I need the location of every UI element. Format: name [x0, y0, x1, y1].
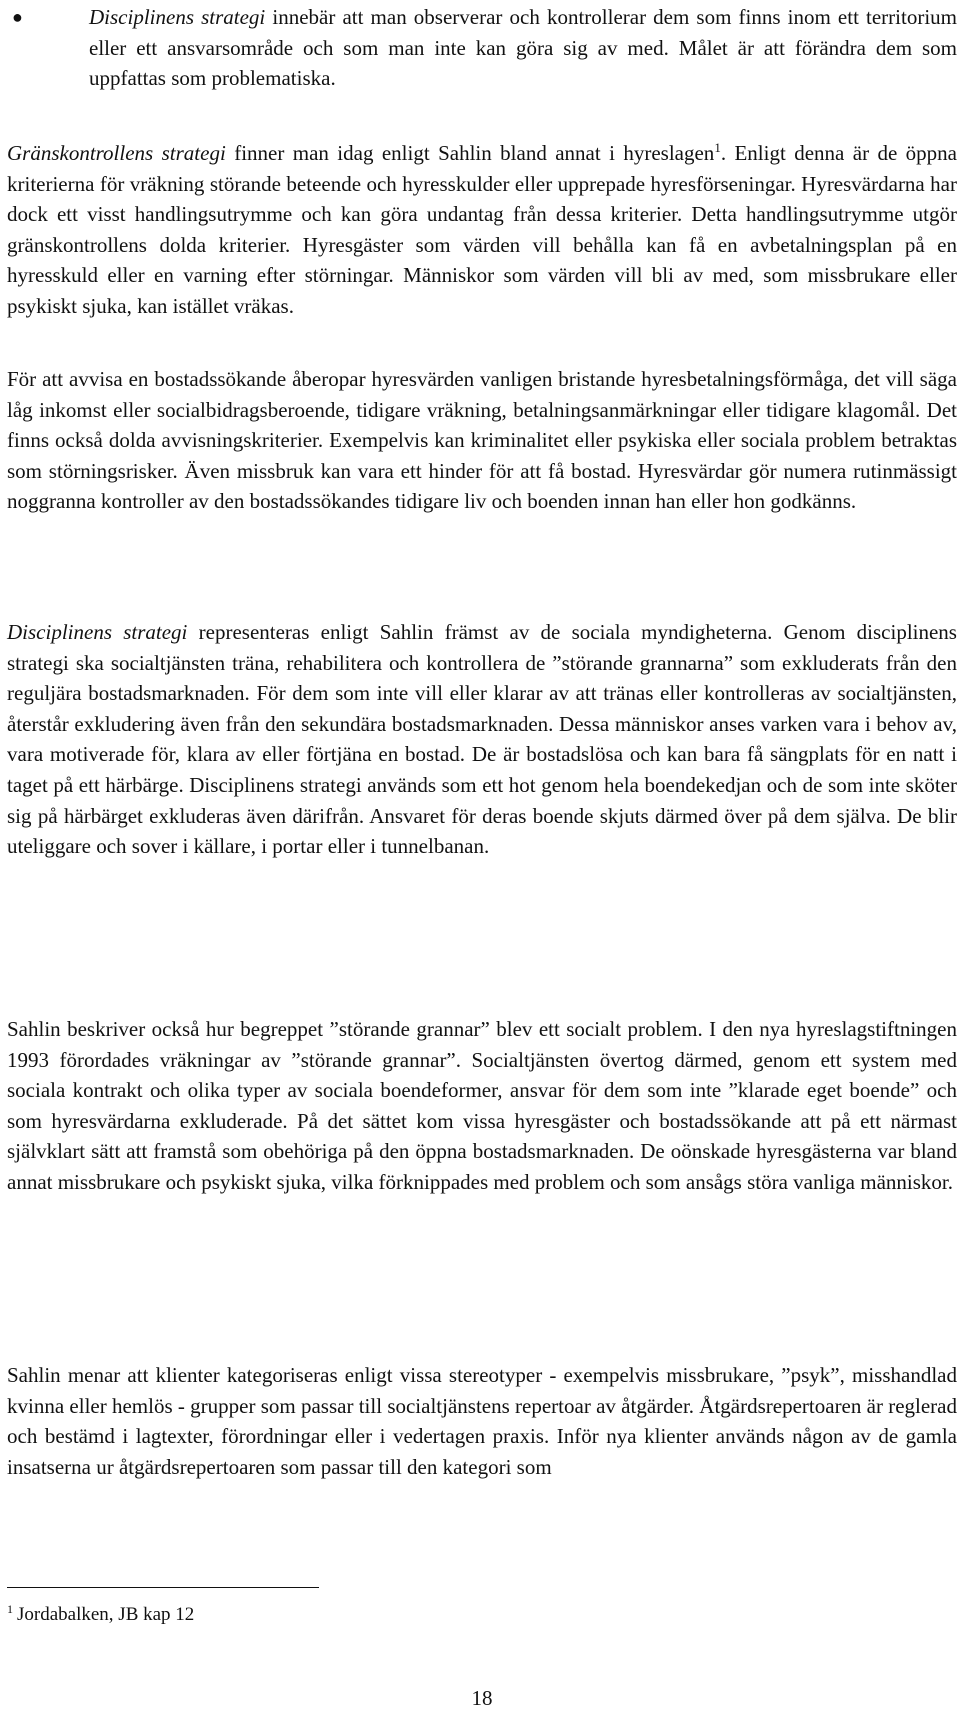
paragraph-avvisning [7, 364, 957, 517]
bullet-item-disciplinens-strategi [7, 2, 957, 94]
document-page [7, 0, 957, 1731]
paragraph-kategorisering [7, 1360, 957, 1482]
paragraph-text: finner man idag enligt Sahlin bland annat i hyreslagen [225, 141, 715, 165]
footnote [7, 1596, 194, 1628]
paragraph-granskontroll [7, 138, 957, 322]
term-disciplinens-strategi: Disciplinens strategi [7, 620, 188, 644]
page-number: 18 [471, 1686, 493, 1710]
footnote-text: Jordabalken, JB kap 12 [17, 1604, 195, 1625]
term-granskontrollens-strategi: Gränskontrollens strategi [7, 141, 226, 165]
footnote-separator [7, 1587, 319, 1588]
bullet-paragraph [89, 2, 957, 94]
paragraph-disciplinens-strategi [7, 617, 957, 862]
paragraph-text: Sahlin beskriver också hur begreppet ”störande grannar” blev ett socialt problem. I den nya hyreslagstiftningen 1993 förordades vräkningar av ”störande grannar”. Socialtjänsten övertog därmed, genom ett system med sociala kontrakt och olika typer av sociala boendeformer, ansvar för dem som inte ”klarade eget boende” och som hyresvärdarna exkluderade. På det sättet kom vissa hyresgäster och bostadssökande att på ett närmast självklart sätt att framstå som obehöriga på den öppna bostadsmarknaden. De oönskade hyresgästerna var bland annat missbrukare och psykiskt sjuka, vilka förknippades med problem och som ansågs störa vanliga människor. [7, 1017, 957, 1194]
bullet-term: Disciplinens strategi [89, 5, 266, 29]
footnote-reference[interactable]: 1 [714, 140, 721, 155]
paragraph-text: . Enligt denna är de öppna kriterierna för vräkning störande beteende och hyresskulder eller upprepade hyresförseningar. Hyresvärdarna har dock ett visst handlingsutrymme och kan göra undantag från dessa kriterier. Detta handlingsutrymme utgör gränskontrollens dolda kriterier. Hyresgäster som värden vill behålla kan få en avbetalningsplan på en hyresskuld eller en varning efter störningar. Människor som värden vill bli av med, som missbrukare eller psykiskt sjuka, kan istället vräkas. [7, 141, 958, 318]
paragraph-text: representeras enligt Sahlin främst av de sociala myndigheterna. Genom disciplinens strategi ska socialtjänsten träna, rehabilitera och kontrollera de ”störande grannarna” som exkluderats från den reguljära bostadsmarknaden. För dem som inte vill eller klarar av att tränas eller kontrolleras av socialtjänsten, återstår exkludering även från den sekundära bostadsmarknaden. Dessa människor anses varken vara i behov av, vara motiverade för, klara av eller förtjäna en bostad. De är bostadslösa och kan bara få sängplats för en natt i taget på ett härbärge. Disciplinens strategi används som ett hot genom hela boendekedjan och de som inte sköter sig på härbärget exkluderas även därifrån. Ansvaret för deras boende skjuts därmed över på dem själva. De blir uteliggare och sover i källare, i portar eller i tunnelbanan. [7, 620, 957, 859]
paragraph-text: Sahlin menar att klienter kategoriseras enligt vissa stereotyper - exempelvis missbrukare, ”psyk”, misshandlad kvinna eller hemlös - grupper som passar till socialtjänstens repertoar av åtgärder. Åtgärdsrepertoaren är reglerad och bestämd i lagtexter, förordningar eller i vedertagen praxis. Inför nya klienter används någon av de gamla insatserna ur åtgärdsrepertoaren som passar till den kategori som [7, 1363, 957, 1479]
paragraph-text: För att avvisa en bostadssökande åberopar hyresvärden vanligen bristande hyresbetalningsförmåga, det vill säga låg inkomst eller socialbidragsberoende, tidigare vräkning, betalningsanmärkningar eller tidigare klagomål. Det finns också dolda avvisningskriterier. Exempelvis kan kriminalitet eller psykiska eller sociala problem betraktas som störningsrisker. Även missbruk kan vara ett hinder för att få bostad. Hyresvärdar gör numera rutinmässigt noggranna kontroller av den bostadssökandes tidigare liv och boenden innan han eller hon godkänns. [7, 367, 957, 514]
paragraph-storande-grannar [7, 1014, 957, 1198]
footnote-mark: 1 [7, 1602, 13, 1616]
bullet-text: innebär att man observerar och kontrollerar dem som finns inom ett territorium eller ett ansvarsområde och som man inte kan göra sig av med. Målet är att förändra dem som uppfattas som problematiska. [89, 5, 957, 91]
bullet-icon: ● [12, 7, 23, 27]
